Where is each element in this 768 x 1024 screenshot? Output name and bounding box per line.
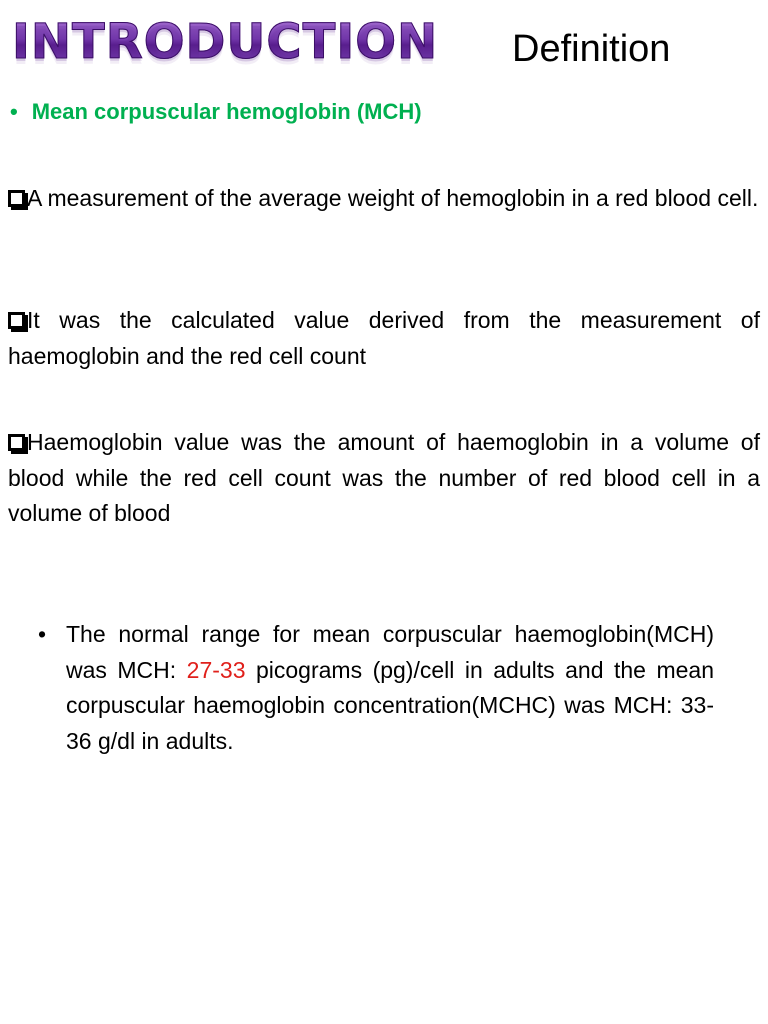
paragraph-3-text: Haemoglobin value was the amount of haemoglobin in a volume of blood while the red cell count was the number of red blood cell in a volume of blood — [8, 429, 760, 526]
paragraph-2 — [8, 303, 760, 374]
range-bullet — [38, 617, 714, 759]
heading-bullet-text: Mean corpuscular hemoglobin (MCH) — [31, 99, 422, 124]
range-text-before: The normal range for mean corpuscular haemoglobin(MCH) was MCH: — [66, 621, 714, 683]
square-box-icon — [8, 434, 25, 451]
paragraph-2-text: It was the calculated value derived from the measurement of haemoglobin and the red cell count — [8, 307, 760, 369]
slide-subtitle: Definition — [512, 28, 671, 70]
bullet-dot-icon: • — [10, 99, 18, 124]
slide-title: INTRODUCTION — [12, 14, 439, 70]
paragraph-1-text: A measurement of the average weight of hemoglobin in a red blood cell. — [27, 185, 759, 211]
range-text-after: picograms (pg)/cell in adults and the mean corpuscular haemoglobin concentration(MCHC) was MCH: 33-36 g/dl in adults. — [66, 656, 714, 754]
heading-bullet — [10, 96, 422, 128]
paragraph-1 — [8, 181, 760, 217]
square-box-icon — [8, 312, 25, 329]
range-bullet-text — [66, 617, 714, 759]
paragraph-3 — [8, 425, 760, 532]
bullet-dot-icon: • — [38, 621, 47, 647]
range-highlight-value: 27-33 — [186, 656, 246, 683]
square-box-icon — [8, 190, 25, 207]
